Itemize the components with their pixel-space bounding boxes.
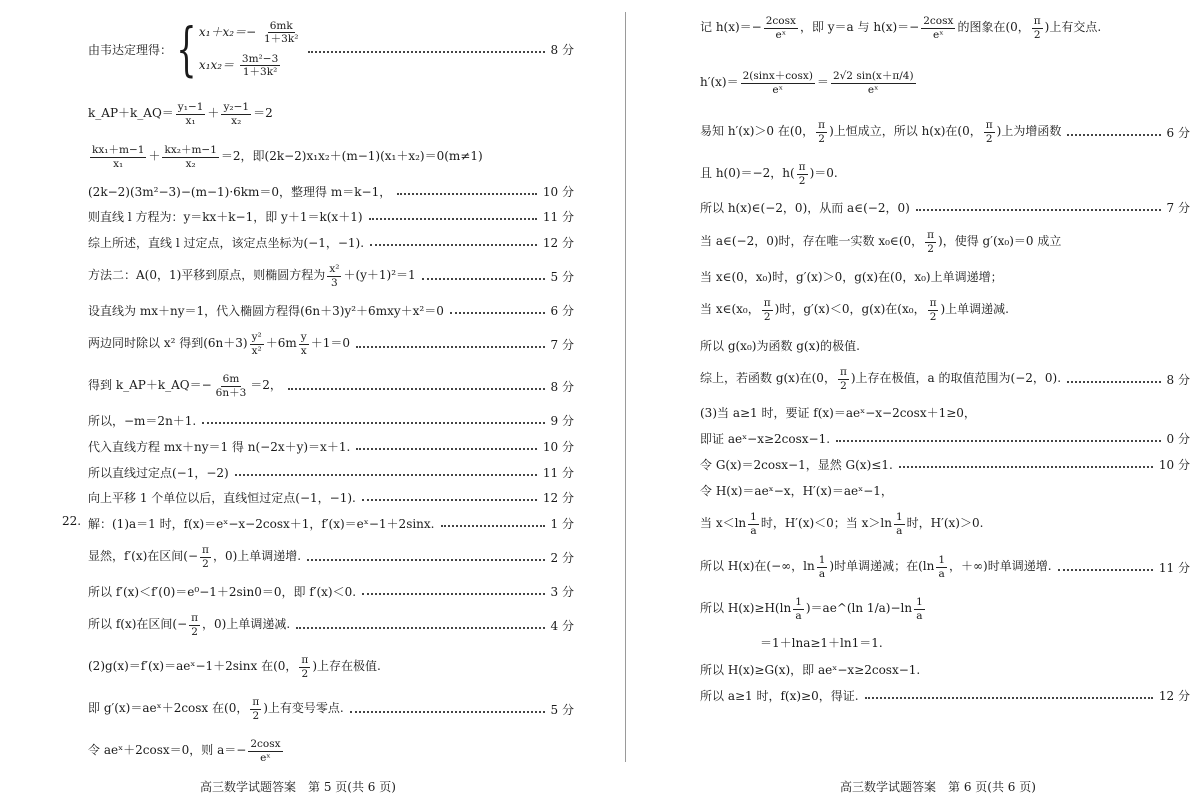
fraction-denominator: 1＋3k² (263, 32, 299, 45)
score: 9 分 (550, 413, 574, 428)
fraction-denominator: 2 (818, 132, 825, 145)
math-text: ＝1＋lna≥1＋ln1＝1. (760, 635, 883, 650)
fraction (1032, 15, 1043, 40)
math-text: 所以 h(x)∈(−2，0)，从而 a∈(−2，0) (700, 200, 910, 215)
solution-line (88, 488, 574, 506)
fraction-numerator: 2cosx (923, 15, 954, 28)
fraction-denominator: 2 (1033, 28, 1041, 41)
fraction-denominator: eˣ (260, 751, 271, 764)
math-text: 所以 H(x)≥G(x)，即 aeˣ−x≥2cosx−1. (700, 662, 921, 677)
math-text (88, 544, 301, 569)
fraction (90, 144, 146, 169)
score: 1 分 (550, 516, 574, 531)
dot-leader (397, 191, 537, 195)
math-text: ＋(y＋1)²＝1 (343, 268, 416, 283)
solution-line (700, 429, 1190, 447)
page-divider (625, 12, 626, 762)
math-text: 当 a∈(−2，0)时，存在唯一实数 x₀∈(0， (700, 234, 924, 249)
fraction-denominator: a (750, 524, 757, 537)
math-line (88, 141, 574, 173)
score: 11 分 (542, 465, 574, 480)
fraction-denominator: a (818, 567, 826, 580)
score: 5 分 (550, 702, 574, 717)
fraction-numerator: π (839, 366, 847, 379)
fraction-numerator: 6m (222, 373, 240, 386)
fraction-denominator: 2 (202, 557, 209, 570)
dot-leader (235, 472, 537, 476)
math-text: 所以 f′(x)＜f′(0)＝e⁰−1＋2sin0＝0，即 f′(x)＜0. (88, 584, 357, 599)
math-text: ＝2，即(2k−2)x₁x₂＋(m−1)(x₁＋x₂)＝0(m≠1) (220, 149, 483, 164)
fraction-denominator: 2 (927, 242, 934, 255)
fraction-numerator: 3m²−3 (241, 53, 279, 65)
fraction-numerator: π (929, 297, 937, 310)
solution-line (88, 207, 574, 225)
fraction-numerator: y (300, 331, 307, 344)
dot-leader (836, 438, 1161, 442)
solution-line (88, 301, 574, 319)
math-text: )时，g′(x)＜0，g(x)在(x₀， (774, 302, 926, 317)
solution-line (700, 508, 1190, 540)
fraction-denominator: x² (251, 344, 262, 357)
fraction (838, 366, 849, 391)
fraction-numerator: 1 (938, 554, 946, 567)
math-text: ＋6m (265, 336, 297, 351)
math-text (700, 596, 927, 621)
math-text (88, 263, 416, 288)
math-text (700, 554, 1052, 579)
math-text: 即 g′(x)＝aeˣ＋2cosx 在(0， (88, 701, 249, 716)
math-text: ＝2 (253, 106, 273, 121)
math-text: 的图象在(0， (957, 20, 1030, 35)
math-text: 两边同时除以 x² 得到(6n＋3) (88, 336, 248, 351)
fraction-denominator: 2 (301, 667, 309, 680)
solution-line (88, 260, 574, 292)
fraction-numerator: π (1033, 15, 1041, 28)
math-text (88, 654, 381, 679)
sys-eq1: x₁＋x₂＝− (198, 24, 257, 39)
fraction-denominator: x₂ (185, 157, 196, 170)
question-number: 22. (62, 514, 82, 528)
math-text: )上有变号零点. (263, 701, 344, 716)
math-text: ＝2， (250, 378, 282, 393)
fraction-numerator: π (927, 229, 935, 242)
fraction-denominator: 1＋3k² (242, 66, 278, 79)
math-text: 当 x∈(0，x₀)时，g′(x)＞0，g(x)在(0，x₀)上单调递增； (700, 269, 1003, 284)
math-text (700, 297, 1009, 322)
fraction (793, 596, 804, 621)
math-text: )上恒成立，所以 h(x)在(0， (829, 124, 982, 139)
score: 10 分 (1158, 457, 1190, 472)
dot-leader (916, 207, 1161, 211)
fraction-numerator: π (202, 544, 209, 557)
solution-line (88, 328, 574, 360)
math-text: ，即 y＝a 与 h(x)＝− (799, 20, 920, 35)
fraction (984, 119, 995, 144)
math-text: ，0)上单调递减. (202, 617, 291, 632)
fraction-denominator: 2 (985, 132, 993, 145)
math-line (88, 98, 574, 130)
math-text: 解：(1)a＝1 时，f(x)＝eˣ−x−2cosx＋1，f′(x)＝eˣ−1＋2sinx. (88, 516, 435, 531)
math-text: 记 h(x)＝− (700, 20, 762, 35)
dot-leader (370, 242, 537, 246)
solution-line (88, 182, 574, 200)
math-text: )＝0. (809, 166, 838, 181)
math-text: )上单调递减. (940, 302, 1009, 317)
math-text (700, 366, 1061, 391)
math-text: 显然，f′(x)在区间(− (88, 549, 199, 564)
fraction (921, 15, 955, 40)
math-text: ，＋∞)时单调递增. (949, 559, 1052, 574)
page-footer: 高三数学试题答案 第 6 页(共 6 页) (840, 780, 1036, 794)
equation-system (172, 15, 302, 83)
score: 7 分 (550, 337, 574, 352)
math-text: 令 G(x)＝2cosx−1，显然 G(x)≤1. (700, 457, 893, 472)
fraction-numerator: π (798, 161, 806, 174)
score: 8 分 (550, 379, 574, 394)
dot-leader (865, 695, 1153, 699)
math-text: ＝ (816, 75, 829, 90)
solution-line (700, 12, 1190, 44)
fraction-numerator: π (301, 654, 309, 667)
math-text: )上为增函数 (996, 124, 1062, 139)
solution-line (700, 66, 1190, 100)
fraction (248, 738, 282, 763)
fraction-numerator: 2(sinx＋cosx) (742, 70, 813, 83)
dot-leader (1067, 132, 1160, 136)
fraction (214, 373, 249, 398)
dot-leader (899, 464, 1153, 468)
brace-icon: { (176, 15, 197, 83)
fraction-denominator: x₂ (231, 114, 242, 127)
math-text: 所以，−m＝2n＋1. (88, 413, 197, 428)
fraction-denominator: 2 (763, 310, 771, 323)
fraction (162, 144, 218, 169)
solution-line (88, 651, 574, 683)
solution-line (88, 411, 574, 429)
dot-leader (356, 446, 537, 450)
dot-leader (362, 497, 537, 501)
math-text: 所以 f(x)在区间(− (88, 617, 188, 632)
dot-leader (296, 625, 544, 629)
math-text: h′(x)＝ (700, 75, 739, 90)
fraction-denominator: a (896, 524, 903, 537)
fraction (189, 612, 200, 637)
score: 8 分 (550, 42, 574, 57)
solution-line (88, 609, 574, 641)
solution-line (700, 660, 1190, 678)
fraction-numerator: y₂−1 (223, 101, 250, 114)
math-text: 代入直线方程 mx＋ny＝1 得 n(−2x＋y)＝x＋1. (88, 439, 351, 454)
fraction-numerator: kx₂＋m−1 (164, 144, 217, 157)
vieta-line (88, 14, 574, 84)
math-text: 令 H(x)＝aeˣ−x，H′(x)＝aeˣ−1， (700, 483, 893, 498)
fraction (831, 70, 916, 95)
fraction (817, 554, 828, 579)
math-text: 所以直线过定点(−1，−2) (88, 465, 229, 480)
score: 5 分 (550, 269, 574, 284)
fraction-denominator: eˣ (867, 83, 879, 96)
fraction-denominator: 3 (331, 276, 338, 289)
dot-leader (1058, 567, 1153, 571)
solution-line (700, 686, 1190, 704)
fraction-denominator: a (938, 567, 945, 580)
solution-line (88, 541, 574, 573)
fraction-denominator: 2 (840, 379, 847, 392)
math-text: 综上所述，直线 l 过定点，该定点坐标为(−1，−1). (88, 235, 365, 250)
math-text (88, 144, 483, 169)
page-footer: 高三数学试题答案 第 5 页(共 6 页) (200, 780, 396, 794)
fraction-numerator: π (763, 297, 771, 310)
solution-line (700, 116, 1190, 148)
math-text (88, 696, 344, 721)
fraction (928, 297, 939, 322)
math-text: 时，H′(x)＜0；当 x＞ln (760, 516, 892, 531)
dot-leader (202, 420, 544, 424)
fraction (176, 101, 206, 126)
math-text: )＝ae^(ln 1/a)−ln (805, 601, 913, 616)
fraction (936, 554, 947, 579)
line-text: 由韦达定理得： (88, 42, 173, 57)
fraction (797, 161, 808, 186)
fraction-denominator: x₁ (185, 114, 196, 127)
math-text: 得到 k_AP＋k_AQ＝− (88, 378, 212, 393)
solution-line (88, 437, 574, 455)
score: 7 分 (1166, 200, 1190, 215)
dot-leader (1067, 379, 1161, 383)
solution-line (700, 226, 1190, 258)
fraction (299, 331, 309, 356)
math-text: 且 h(0)＝−2，h( (700, 166, 795, 181)
fraction (741, 70, 815, 95)
math-text: 时，H′(x)＞0. (906, 516, 984, 531)
fraction-denominator: eˣ (775, 28, 787, 41)
math-text: )上存在极值. (312, 659, 381, 674)
fraction-numerator: 1 (818, 554, 826, 567)
score: 4 分 (550, 618, 574, 633)
solution-line (700, 158, 1190, 190)
math-text: )时单调递减；在(ln (829, 559, 935, 574)
solution-line (88, 693, 574, 725)
math-text (700, 70, 918, 95)
math-text: (2k−2)(3m²−3)−(m−1)·6km＝0，整理得 m＝k−1， (88, 184, 392, 199)
solution-line (700, 593, 1190, 625)
score: 10 分 (542, 184, 574, 199)
solution-line (700, 294, 1190, 326)
fraction-numerator: 1 (895, 511, 903, 524)
score: 6 分 (550, 303, 574, 318)
math-text (88, 101, 273, 126)
math-text: )上存在极值，a 的取值范围为(−2，0). (850, 371, 1062, 386)
fraction (764, 15, 798, 40)
fraction-denominator: a (795, 609, 802, 622)
fraction-denominator: x (300, 344, 307, 357)
solution-line (700, 403, 1190, 421)
fraction-denominator: 2 (252, 709, 260, 722)
fraction-numerator: π (818, 119, 826, 132)
math-text (700, 161, 838, 186)
math-text: (3)当 a≥1 时，要证 f(x)＝aeˣ−x−2cosx＋1≥0， (700, 405, 976, 420)
math-text: 所以 a≥1 时，f(x)≥0，得证. (700, 688, 859, 703)
solution-line (88, 582, 574, 600)
math-text: ＋ (207, 106, 220, 121)
math-text: 向上平移 1 个单位以后，直线恒过定点(−1，−1). (88, 490, 356, 505)
fraction-denominator: a (916, 609, 923, 622)
score: 3 分 (550, 584, 574, 599)
math-text: 当 x＜ln (700, 516, 747, 531)
math-text: 综上，若函数 g(x)在(0， (700, 371, 836, 386)
fraction-numerator: y₁−1 (177, 101, 204, 114)
math-text: 方法二：A(0，1)平移到原点，则椭圆方程为 (88, 268, 326, 283)
fraction-denominator: eˣ (933, 28, 944, 41)
dot-leader (350, 709, 545, 713)
fraction-numerator: 6mk (269, 19, 293, 32)
fraction-numerator: 2√2 sin(x＋π/4) (832, 70, 914, 83)
math-text: 则直线 l 方程为：y＝kx＋k−1，即 y＋1＝k(x＋1) (88, 209, 363, 224)
math-text (88, 331, 350, 356)
score: 12 分 (542, 490, 574, 505)
fraction-denominator: eˣ (772, 83, 784, 96)
dot-leader (441, 523, 545, 527)
math-text: )，使得 g′(x₀)＝0 成立 (938, 234, 1062, 249)
fraction (748, 511, 759, 536)
fraction-numerator: 1 (795, 596, 802, 609)
dot-leader (356, 344, 545, 348)
dot-leader (369, 216, 537, 220)
math-text (88, 373, 282, 398)
fraction-numerator: 2cosx (765, 15, 796, 28)
math-text (700, 15, 1101, 40)
fraction (894, 511, 905, 536)
math-text: 设直线为 mx＋ny＝1，代入椭圆方程得(6n＋3)y²＋6mxy＋x²＝0 (88, 303, 444, 318)
math-text: )上有交点. (1044, 20, 1102, 35)
solution-line (700, 336, 1190, 354)
fraction-numerator: 1 (750, 511, 757, 524)
fraction (200, 544, 211, 569)
solution-line (760, 633, 1180, 651)
score: 0 分 (1166, 431, 1190, 446)
fraction (327, 263, 341, 288)
score: 12 分 (1158, 688, 1190, 703)
math-text: 当 x∈(x₀， (700, 302, 760, 317)
fraction (221, 101, 251, 126)
solution-line (700, 455, 1190, 473)
score: 6 分 (1166, 125, 1190, 140)
dot-leader (288, 386, 545, 390)
fraction-numerator: kx₁＋m−1 (92, 144, 145, 157)
math-text: ，0)上单调递增. (212, 549, 302, 564)
fraction (250, 331, 264, 356)
fraction-numerator: x² (329, 263, 340, 276)
math-text (700, 229, 1061, 254)
math-text: ＋ (148, 149, 161, 164)
math-text (88, 612, 290, 637)
fraction-denominator: 2 (798, 174, 806, 187)
math-text (700, 119, 1061, 144)
solution-line (700, 198, 1190, 216)
solution-line (700, 363, 1190, 395)
fraction (914, 596, 925, 621)
score: 11 分 (542, 209, 574, 224)
fraction-denominator: 2 (929, 310, 937, 323)
fraction-numerator: π (191, 612, 199, 625)
math-text: 所以 H(x)在(−∞，ln (700, 559, 815, 574)
math-text: (2)g(x)＝f′(x)＝aeˣ−1＋2sinx 在(0， (88, 659, 298, 674)
sys-eq2: x₁x₂＝ (198, 58, 235, 73)
fraction-denominator: 6n＋3 (215, 386, 247, 399)
solution-line (88, 233, 574, 251)
fraction (299, 654, 310, 679)
fraction (250, 696, 261, 721)
fraction (816, 119, 827, 144)
math-text: 令 aeˣ＋2cosx＝0，则 a＝− (88, 743, 247, 758)
math-text: 即证 aeˣ−x≥2cosx−1. (700, 431, 831, 446)
right-page (630, 0, 1200, 806)
dot-leader (362, 591, 544, 595)
score: 10 分 (542, 439, 574, 454)
fraction-numerator: π (252, 696, 260, 709)
math-text (700, 511, 983, 536)
solution-line (700, 551, 1190, 583)
fraction-denominator: 2 (191, 625, 198, 638)
math-text: 所以 H(x)≥H(ln (700, 601, 792, 616)
math-text: ＋1＝0 (310, 336, 350, 351)
fraction-numerator: y² (251, 331, 262, 344)
fraction-numerator: 2cosx (250, 738, 281, 751)
fraction (925, 229, 936, 254)
fraction (762, 297, 773, 322)
score: 12 分 (542, 235, 574, 250)
dot-leader (422, 276, 545, 280)
solution-line (88, 370, 574, 402)
fraction (240, 53, 280, 78)
fraction-denominator: x₁ (113, 157, 124, 170)
fraction-numerator: π (985, 119, 993, 132)
dot-leader (307, 557, 544, 561)
score: 11 分 (1158, 560, 1190, 575)
solution-line (88, 463, 574, 481)
score: 8 分 (1166, 372, 1190, 387)
solution-line (88, 735, 574, 767)
math-text: 易知 h′(x)＞0 在(0， (700, 124, 815, 139)
fraction-numerator: 1 (916, 596, 923, 609)
solution-line (88, 514, 574, 532)
score: 2 分 (550, 550, 574, 565)
solution-line (700, 481, 1190, 499)
dot-leader (450, 310, 545, 314)
math-text: k_AP＋k_AQ＝ (88, 106, 174, 121)
math-text (88, 738, 285, 763)
math-text: 所以 g(x₀)为函数 g(x)的极值. (700, 338, 860, 353)
dot-leader (308, 49, 544, 53)
fraction (262, 20, 300, 45)
solution-line (700, 267, 1190, 285)
